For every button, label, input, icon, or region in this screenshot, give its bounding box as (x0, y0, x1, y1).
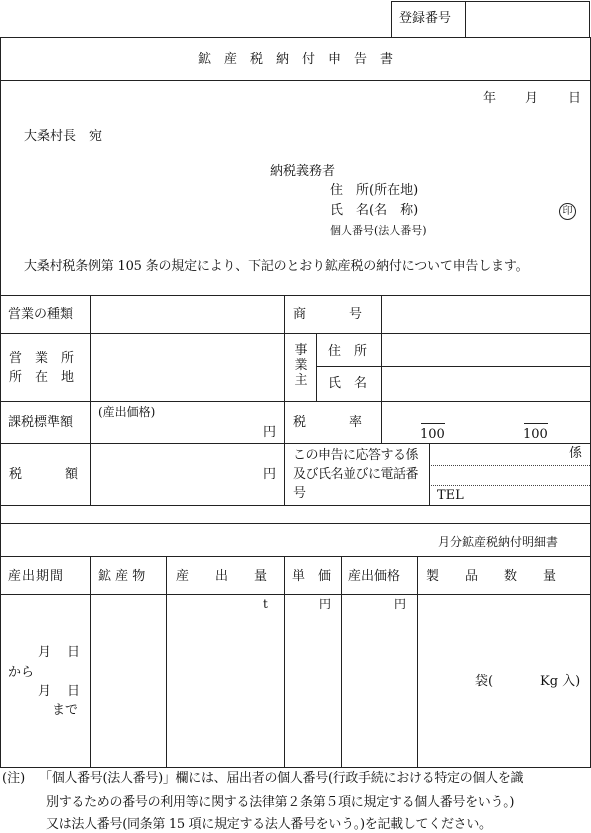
detail-heading: 月分鉱産税納付明細書 (438, 535, 559, 549)
location-label-line2: 所 在 地 (9, 370, 75, 385)
tax-rate-label: 税 率 (293, 415, 364, 430)
contact-label: この申告に応答する係及び氏名並びに電話番号 (293, 448, 419, 501)
contact-tel-field[interactable] (470, 487, 588, 504)
note-line-2: 別するための番号の利用等に関する法律第２条第５項に規定する個人番号をいう。) (46, 795, 515, 810)
tax-base-note: (産出価格) (98, 405, 156, 419)
mineral-field[interactable] (92, 596, 164, 765)
header-unit-price: 単 価 (292, 569, 332, 584)
date-month-label: 月 (525, 91, 539, 106)
kg-label: Kg 入) (540, 674, 581, 689)
output-value-field[interactable] (343, 612, 415, 765)
declaration-text: 大桑村税条例第 105 条の規定により、下記のとおり鉱産税の納付について申告します。 (24, 259, 529, 274)
registration-label: 登録番号 (399, 11, 452, 26)
location-label-line1: 営 業 所 (9, 351, 75, 366)
operator-label: 事業主 (294, 343, 308, 388)
trade-name-field[interactable] (383, 297, 588, 331)
product-qty-field[interactable] (420, 596, 588, 765)
bag-label: 袋( (475, 674, 494, 689)
taxpayer-name-label: 氏 名(名 称) (330, 203, 419, 218)
period-until: まで (52, 703, 79, 718)
tax-amount-field[interactable] (92, 445, 257, 503)
header-output: 産 出 量 (176, 569, 268, 584)
tel-label: TEL (437, 488, 464, 503)
period-end-month: 月 (38, 684, 52, 699)
contact-section-field[interactable] (432, 445, 562, 464)
seal-icon: 印 (559, 203, 576, 220)
output-field[interactable] (168, 612, 282, 765)
period-end-day: 日 (67, 684, 81, 699)
unit-price-field[interactable] (286, 612, 339, 765)
note-line-3: 又は法人番号(同条第 15 項に規定する法人番号をいう。)を記載してください。 (46, 817, 492, 832)
header-mineral: 鉱 産 物 (98, 569, 146, 584)
rate-denominator-1: 100 (420, 427, 445, 442)
tax-rate-numerator-1[interactable] (420, 406, 446, 421)
tax-base-field[interactable] (92, 420, 257, 440)
tax-rate-numerator-2[interactable] (523, 406, 549, 421)
contact-section-label: 係 (569, 446, 583, 461)
taxpayer-id-label: 個人番号(法人番号) (330, 224, 427, 237)
business-type-label: 営業の種類 (8, 307, 74, 322)
tax-base-yen-unit: 円 (263, 425, 277, 440)
registration-value-field[interactable] (472, 12, 582, 26)
location-field[interactable] (92, 335, 282, 399)
header-product-qty: 製 品 数 量 (426, 569, 557, 584)
form-title: 鉱 産 税 納 付 申 告 書 (197, 52, 393, 67)
contact-name-field[interactable] (432, 466, 588, 484)
operator-name-field[interactable] (383, 368, 588, 399)
rate-denominator-2: 100 (523, 427, 548, 442)
period-start-month: 月 (38, 645, 52, 660)
trade-name-label: 商 号 (293, 307, 364, 322)
tax-amount-yen-unit: 円 (263, 467, 277, 482)
header-output-value: 産出価格 (348, 569, 401, 584)
output-value-unit: 円 (394, 597, 407, 611)
unit-price-unit: 円 (319, 597, 332, 611)
header-period: 産出期間 (8, 569, 65, 584)
period-field[interactable] (2, 596, 88, 765)
business-type-field[interactable] (92, 297, 282, 331)
tax-amount-label: 税 額 (9, 467, 80, 482)
operator-address-field[interactable] (383, 335, 588, 365)
date-year-label: 年 (483, 91, 497, 106)
period-from: から (8, 665, 35, 680)
date-day-label: 日 (568, 91, 582, 106)
note-mark: (注) (2, 771, 26, 786)
operator-name-label: 氏 名 (328, 376, 368, 391)
output-unit: t (263, 597, 268, 611)
taxpayer-address-label: 住 所(所在地) (330, 183, 419, 198)
taxpayer-heading: 納税義務者 (270, 164, 336, 179)
period-start-day: 日 (67, 645, 81, 660)
tax-base-label: 課税標準額 (8, 415, 74, 430)
note-line-1: 「個人番号(法人番号)」欄には、届出者の個人番号(行政手続における特定の個人を識 (39, 771, 524, 786)
addressee: 大桑村長 宛 (24, 129, 103, 144)
operator-address-label: 住 所 (328, 344, 368, 359)
